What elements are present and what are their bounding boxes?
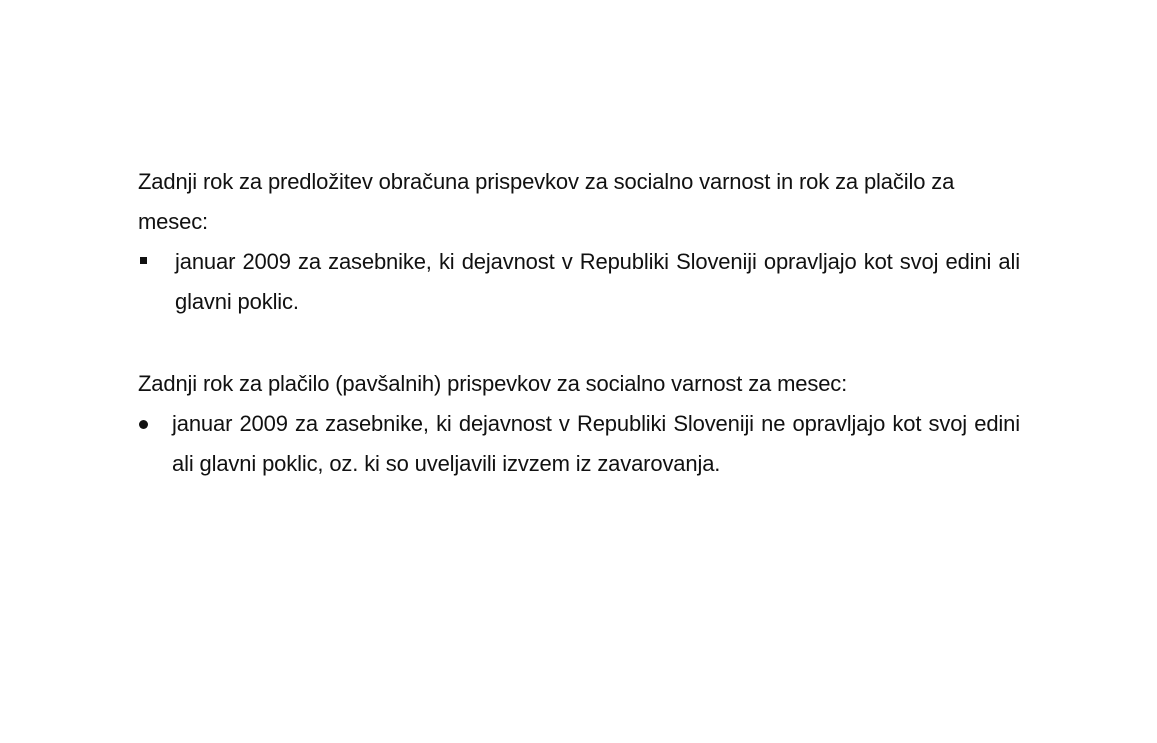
round-bullet-icon <box>139 420 148 429</box>
section2-list <box>138 404 1020 484</box>
list-item-text: januar 2009 za zasebnike, ki dejavnost v Republiki Sloveniji ne opravljajo kot svoj edini ali glavni poklic, oz. ki so uveljavili izvzem iz zavarovanja. <box>172 411 1020 476</box>
list-item-text: januar 2009 za zasebnike, ki dejavnost v Republiki Sloveniji opravljajo kot svoj edini ali glavni poklic. <box>175 249 1020 314</box>
list-item <box>138 404 1020 484</box>
list-item <box>138 242 1020 322</box>
section1-list <box>138 242 1020 322</box>
paragraph-spacer <box>138 322 1020 364</box>
section1-heading: Zadnji rok za predložitev obračuna prispevkov za socialno varnost in rok za plačilo za mesec: <box>138 169 955 234</box>
square-bullet-icon <box>140 257 147 264</box>
section2-heading: Zadnji rok za plačilo (pavšalnih) prispevkov za socialno varnost za mesec: <box>138 371 848 396</box>
document-body <box>138 162 1020 484</box>
